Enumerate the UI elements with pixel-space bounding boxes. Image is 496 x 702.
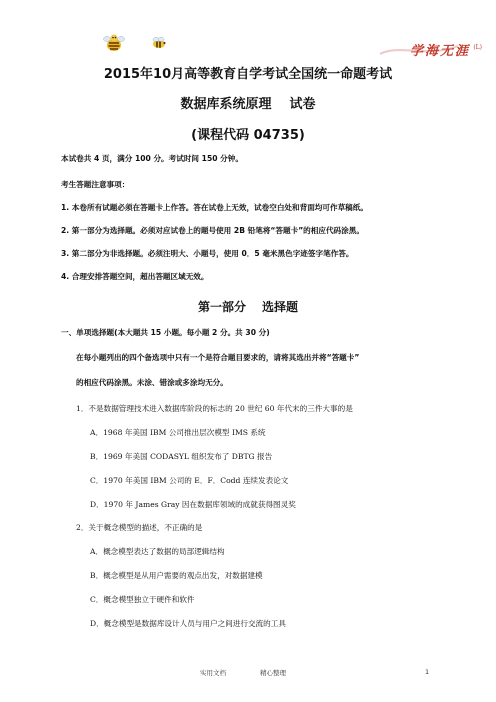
exam-title: 2015年10月高等教育自学考试全国统一命题考试: [103, 67, 393, 82]
question-stem: 2．关于概念模型的描述，不正确的是: [76, 523, 203, 532]
instruction-line: 在每小题列出的四个备选项中只有一个是符合题目要求的，请将其选出并将“答题卡”: [76, 353, 360, 362]
question-option: B．概念模型是从用户需要的观点出发，对数据建模: [90, 571, 263, 580]
bee-icon: [150, 37, 168, 49]
course-code: (课程代码 04735): [191, 128, 305, 143]
question-stem: 1．不是数据管理技术进入数据库阶段的标志的 20 世纪 60 年代末的三件大事的是: [76, 404, 353, 413]
part-subtitle: 选择题: [262, 300, 299, 314]
question-option: C．概念模型独立于硬件和软件: [90, 595, 195, 604]
subject-name: 数据库系统原理: [180, 97, 272, 112]
note-item: 3. 第二部分为非选择题。必须注明大、小题号，使用 0．5 毫米黑色字迹签字笔作答。: [61, 249, 354, 258]
question-option: A．概念模型表达了数据的局部逻辑结构: [90, 547, 225, 556]
page-number: 1: [425, 668, 430, 676]
exam-subject-line: [0, 93, 496, 112]
footer-left: 实用文档: [200, 669, 226, 677]
question-option: B．1969 年美国 CODASYL 组织发布了 DBTG 报告: [90, 452, 273, 461]
question-option: C．1970 年美国 IBM 公司的 E．F．Codd 连续发表论文: [90, 476, 289, 485]
brand-logo-mark: (L): [473, 44, 482, 51]
question-option: D．1970 年 James Gray 因在数据库领域的成就获得图灵奖: [90, 500, 296, 509]
paper-label: 试卷: [289, 97, 316, 112]
bee-cartoon-icon: [103, 33, 125, 53]
part-title: 第一部分: [197, 300, 246, 314]
exam-info: 本试卷共 4 页，满分 100 分。考试时间 150 分钟。: [61, 154, 243, 163]
part-heading: [0, 298, 496, 315]
instruction-line: 的相应代码涂黑。未涂、错涂或多涂均无分。: [76, 378, 228, 387]
brand-logo: 学海无涯: [409, 44, 470, 59]
footer-middle: 精心整理: [260, 669, 286, 677]
section-heading: 一、单项选择题(本大题共 15 小题。每小题 2 分。共 30 分): [61, 328, 270, 337]
question-option: D．概念模型是数据库设计人员与用户之间进行交流的工具: [90, 619, 286, 628]
note-item: 4. 合理安排答题空间，超出答题区域无效。: [61, 272, 209, 281]
note-item: 2. 第一部分为选择题。必须对应试卷上的题号使用 2B 铅笔将“答题卡”的相应代码涂黑。: [61, 226, 364, 235]
question-option: A．1968 年美国 IBM 公司推出层次模型 IMS 系统: [90, 428, 266, 437]
note-item: 1. 本卷所有试题必须在答题卡上作答。答在试卷上无效，试卷空白处和背面均可作草稿纸。: [61, 203, 368, 212]
notes-heading: 考生答题注意事项：: [61, 180, 130, 189]
